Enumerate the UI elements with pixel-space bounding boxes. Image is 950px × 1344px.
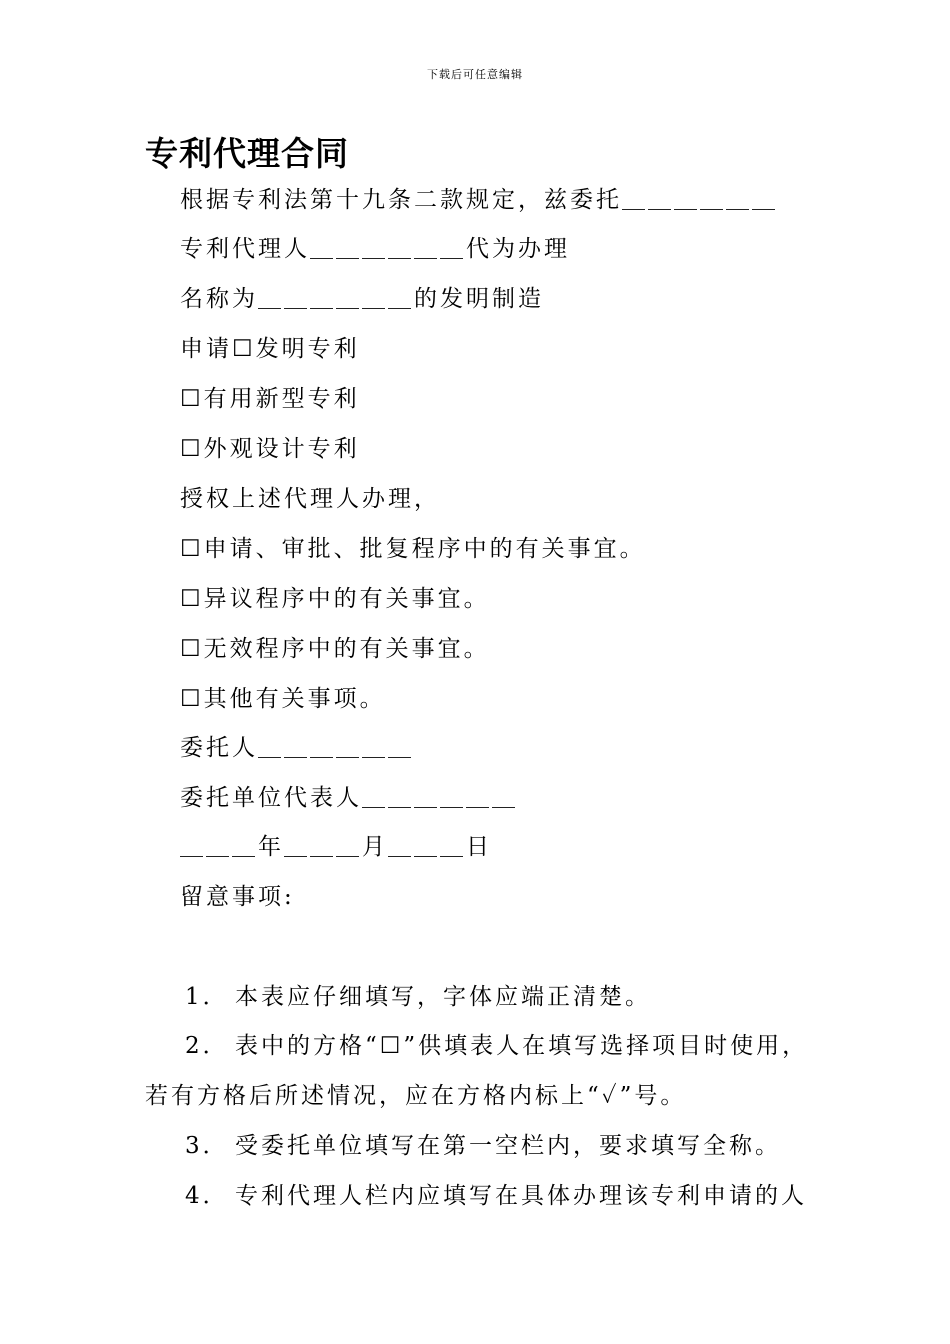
- document-title: 专利代理合同: [145, 134, 349, 173]
- note-item: [180, 1131, 781, 1161]
- option-utility-model: ☐有用新型专利: [180, 386, 360, 412]
- clause-invention-name: 名称为＿＿＿＿＿＿的发明制造: [180, 286, 544, 312]
- note-item: [180, 982, 651, 1012]
- option-opposition-matters: ☐异议程序中的有关事宜。: [180, 586, 490, 612]
- note-text: 专利代理人栏内应填写在具体办理该专利申请的人: [235, 1183, 807, 1209]
- note-text: 表中的方格“☐”供填表人在填写选择项目时使用，: [235, 1033, 809, 1059]
- note-number: 4．: [185, 1183, 229, 1209]
- page-header: 下载后可任意编辑: [427, 68, 523, 81]
- option-invalidation-matters: ☐无效程序中的有关事宜。: [180, 636, 490, 662]
- notes-heading: 留意事项:: [180, 884, 295, 910]
- note-text: 本表应仔细填写，字体应端正清楚。: [235, 984, 651, 1010]
- field-date: ＿＿＿年＿＿＿月＿＿＿日: [180, 834, 492, 860]
- note-item: [180, 1031, 808, 1061]
- note-number: 2．: [185, 1033, 229, 1059]
- field-client: 委托人＿＿＿＿＿＿: [180, 735, 414, 761]
- option-invention-patent: 申请☐发明专利: [180, 336, 360, 362]
- note-continuation: 若有方格后所述情况，应在方格内标上“✓”号。: [145, 1083, 687, 1109]
- option-application-matters: ☐申请、审批、批复程序中的有关事宜。: [180, 536, 646, 562]
- note-number: 1．: [185, 984, 229, 1010]
- note-item: [180, 1181, 807, 1211]
- field-client-representative: 委托单位代表人＿＿＿＿＿＿: [180, 785, 518, 811]
- note-text: 受委托单位填写在第一空栏内，要求填写全称。: [235, 1133, 781, 1159]
- note-number: 3．: [185, 1133, 229, 1159]
- clause-authorize: 授权上述代理人办理，: [180, 486, 440, 512]
- clause-entrust: 根据专利法第十九条二款规定，兹委托＿＿＿＿＿＿: [180, 187, 778, 213]
- option-design-patent: ☐外观设计专利: [180, 436, 360, 462]
- option-other-matters: ☐其他有关事项。: [180, 686, 386, 712]
- clause-agent: 专利代理人＿＿＿＿＿＿代为办理: [180, 236, 570, 262]
